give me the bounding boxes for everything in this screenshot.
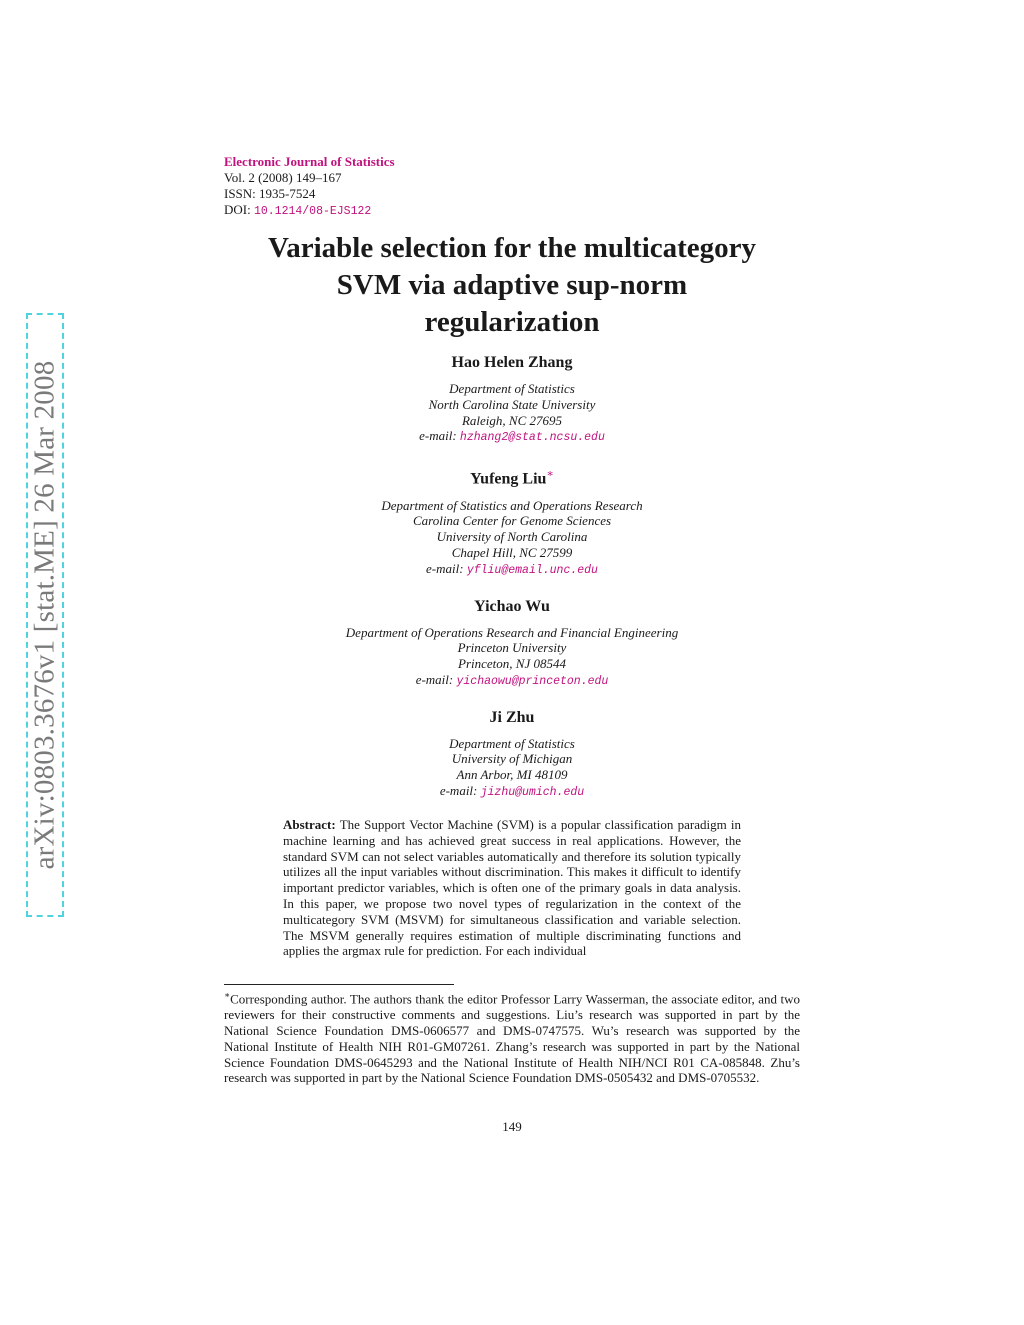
title-line-1: Variable selection for the multicategory [267,232,757,264]
title-line-3: regularization [424,306,600,338]
footnote-marker: ∗ [224,990,231,1000]
affiliation-line: Carolina Center for Genome Sciences [412,513,612,529]
affiliation-line: University of Michigan [451,751,573,767]
affiliation-line: Department of Statistics [449,381,575,396]
author-name: Ji Zhu [489,708,535,726]
footnote-text: Corresponding author. The authors thank the editor Professor Larry Wasserman, the associate editor, and two reviewers for their constructive comments and suggestions. Liu’s research was supported in part by the National Science Foundation DMS-0606577 and DMS-0747575. Wu’s research was supported by the National Institute of Health NIH R01-GM07261. Zhang’s research was supported in part by the National Science Foundation DMS-0645293 and the National Institute of Health NIH/NCI R01 CA-085848. Zhu’s research was supported in part by the National Science Foundation DMS-0505432 and DMS-0705532. [224,991,800,1086]
paper-title [200,230,824,341]
journal-header [224,154,395,220]
author-affiliation [200,381,824,446]
affiliation-line: Department of Statistics [449,735,575,751]
journal-volume: Vol. 2 (2008) 149–167 [224,170,342,185]
doi-link[interactable]: 10.1214/08-EJS122 [253,205,372,218]
affiliation-line: Princeton, NJ 08544 [458,656,566,672]
author-email-line [200,428,824,446]
author-email-link[interactable]: yfliu@email.unc.edu [466,563,598,577]
abstract-text: The Support Vector Machine (SVM) is a popular classification paradigm in machine learning and has achieved great success in real applications. However, the standard SVM can not select variables automatically and therefore its solution typically utilizes all the input variables without discrimination. This makes it difficult to identify important predictor variables, which is often one of the primary goals in data analysis. In this paper, we propose two novel types of regularization in the context of the multicategory SVM (MSVM) for simultaneous classification and variable selection. The MSVM generally requires estimation of multiple discriminating functions and applies the argmax rule for prediction. For each individual [283,817,741,959]
author-email-link[interactable]: yichaowu@princeton.edu [456,674,609,688]
author-name [200,464,824,489]
doi-label: DOI: [224,202,251,217]
author-name-text: Yufeng Liu [470,470,547,488]
abstract-label: Abstract: [283,817,336,832]
page-number: 149 [502,1119,522,1134]
author-affiliation [200,498,824,579]
affiliation-line: Princeton University [457,640,567,656]
author-affiliation [200,736,824,801]
journal-doi [224,202,395,220]
affiliation-line: North Carolina State University [428,396,596,412]
author-name: Hao Helen Zhang [451,354,573,371]
journal-name[interactable]: Electronic Journal of Statistics [224,154,395,169]
email-label: e-mail: [419,428,457,444]
corresponding-author-marker[interactable]: ∗ [546,468,554,481]
author-email-line [200,672,824,690]
author-block [200,708,824,801]
author-email-line [200,783,824,801]
author-name: Yichao Wu [474,597,550,615]
author-block [200,464,824,578]
author-block [200,597,824,690]
title-line-2: SVM via adaptive sup-norm [336,269,688,301]
author-email-link[interactable]: hzhang2@stat.ncsu.edu [459,431,605,445]
journal-issn: ISSN: 1935-7524 [224,186,316,201]
email-label: e-mail: [426,560,464,576]
affiliation-line: Department of Statistics and Operations Research [381,497,643,513]
email-label: e-mail: [415,671,454,687]
affiliation-line: Chapel Hill, NC 27599 [451,544,573,560]
affiliation-line: Department of Operations Research and Financial Engineering [345,624,679,640]
affiliation-line: Raleigh, NC 27695 [461,412,563,428]
affiliation-line: Ann Arbor, MI 48109 [456,767,568,783]
email-label: e-mail: [439,783,478,799]
author-email-line [200,561,824,579]
footnote [224,988,800,1086]
author-list [200,353,824,819]
arxiv-identifier: arXiv:0803.3676v1 [stat.ME] 26 Mar 2008 [28,360,61,870]
affiliation-line: University of North Carolina [436,529,588,545]
abstract [283,817,741,959]
author-block [200,353,824,446]
arxiv-stamp [26,313,64,917]
footnote-divider [224,984,454,985]
author-email-link[interactable]: jizhu@umich.edu [480,786,585,800]
author-affiliation [200,625,824,690]
